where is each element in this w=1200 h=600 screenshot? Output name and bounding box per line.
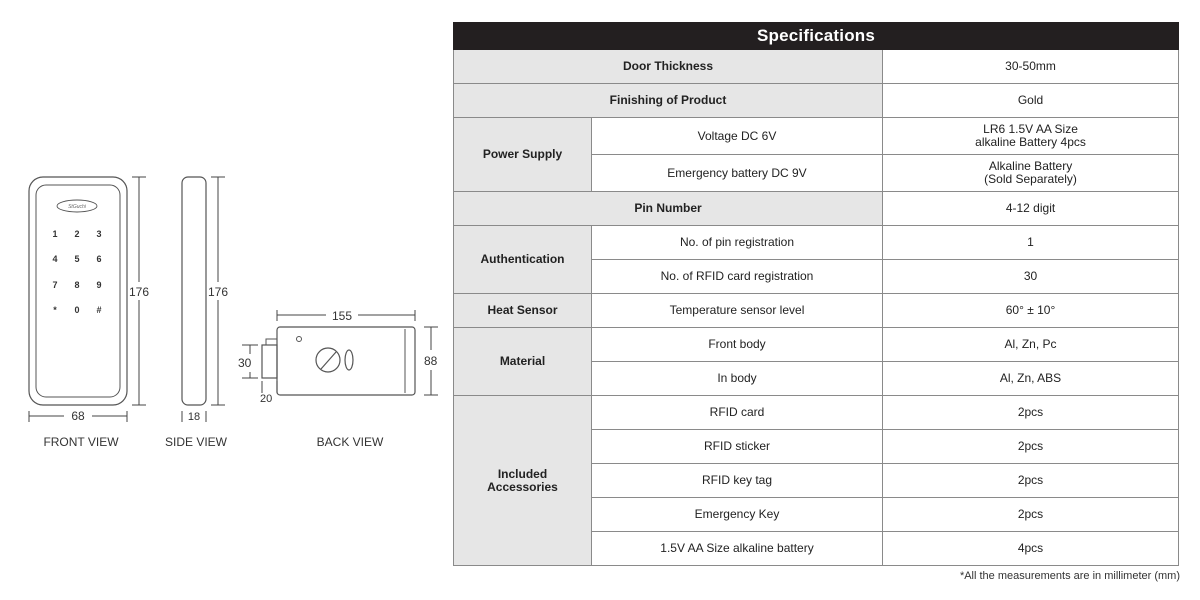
measurement-footnote: *All the measurements are in millimeter (mm) xyxy=(959,570,1180,582)
door-thickness-value: 30-50mm xyxy=(883,50,1179,84)
keypad-key: 2 xyxy=(74,229,80,239)
front-height-label: 176 xyxy=(129,285,150,299)
emergency-battery-value xyxy=(883,155,1179,192)
front-view-label: FRONT VIEW xyxy=(43,435,119,449)
in-body-label: In body xyxy=(592,362,883,396)
emergency-battery-label: Emergency battery DC 9V xyxy=(592,155,883,192)
keypad xyxy=(52,229,101,315)
pin-number-value: 4-12 digit xyxy=(883,192,1179,226)
table-row xyxy=(454,50,1179,84)
front-body-value: Al, Zn, Pc xyxy=(883,328,1179,362)
pin-number-label: Pin Number xyxy=(454,192,883,226)
front-body-outline xyxy=(29,177,127,405)
accessory-name: Emergency Key xyxy=(592,498,883,532)
power-supply-label: Power Supply xyxy=(454,118,592,192)
specifications-table xyxy=(453,22,1179,566)
keypad-key: 9 xyxy=(96,280,102,290)
accessory-name: RFID key tag xyxy=(592,464,883,498)
temperature-level-label: Temperature sensor level xyxy=(592,294,883,328)
pin-registration-value: 1 xyxy=(883,226,1179,260)
side-height-label: 176 xyxy=(208,285,229,299)
temperature-level-value: 60° ± 10° xyxy=(883,294,1179,328)
accessory-qty: 2pcs xyxy=(883,464,1179,498)
table-row xyxy=(454,328,1179,362)
back-height-label: 88 xyxy=(424,354,438,368)
authentication-label: Authentication xyxy=(454,226,592,294)
door-thickness-label: Door Thickness xyxy=(454,50,883,84)
keypad-key: 7 xyxy=(52,280,58,290)
bolt-depth-label: 20 xyxy=(260,393,273,405)
front-body-label: Front body xyxy=(592,328,883,362)
voltage-label: Voltage DC 6V xyxy=(592,118,883,155)
back-width-label: 155 xyxy=(331,309,353,323)
emergency-value-line1: Alkaline Battery xyxy=(988,159,1073,174)
finishing-label: Finishing of Product xyxy=(454,84,883,118)
thumb-turn-slot xyxy=(321,352,336,369)
latch-tab xyxy=(266,339,277,345)
accessories-label xyxy=(454,396,592,566)
back-view-label: BACK VIEW xyxy=(316,435,384,449)
in-body-value: Al, Zn, ABS xyxy=(883,362,1179,396)
rfid-registration-value: 30 xyxy=(883,260,1179,294)
voltage-value-line1: LR6 1.5V AA Size xyxy=(983,122,1078,137)
side-view-label: SIDE VIEW xyxy=(164,435,228,449)
heat-sensor-label: Heat Sensor xyxy=(454,294,592,328)
accessory-qty: 2pcs xyxy=(883,498,1179,532)
side-view-body xyxy=(182,177,206,405)
table-row xyxy=(454,396,1179,430)
finishing-value: Gold xyxy=(883,84,1179,118)
keypad-key: 8 xyxy=(74,280,80,290)
latch-bolt xyxy=(262,345,277,378)
keypad-key: 5 xyxy=(74,254,80,264)
product-drawings xyxy=(0,0,450,600)
bolt-height-label: 30 xyxy=(238,356,252,370)
table-row xyxy=(454,226,1179,260)
table-title: Specifications xyxy=(454,23,1179,50)
table-title-row xyxy=(454,23,1179,50)
thumb-turn xyxy=(316,348,340,372)
table-row xyxy=(454,294,1179,328)
front-panel-outline xyxy=(36,185,120,397)
side-depth-label: 18 xyxy=(187,411,201,423)
accessory-qty: 2pcs xyxy=(883,396,1179,430)
voltage-value-line2: alkaline Battery 4pcs xyxy=(975,135,1086,149)
voltage-value xyxy=(883,118,1179,155)
accessory-name: RFID sticker xyxy=(592,430,883,464)
keypad-key: 3 xyxy=(96,229,102,239)
accessory-name: 1.5V AA Size alkaline battery xyxy=(592,532,883,566)
pin-registration-label: No. of pin registration xyxy=(592,226,883,260)
bolt-depth-dimension xyxy=(262,381,277,393)
front-width-label: 68 xyxy=(71,409,85,423)
brand-logo-text: StGuchi xyxy=(68,204,86,210)
table-row xyxy=(454,118,1179,155)
rfid-registration-label: No. of RFID card registration xyxy=(592,260,883,294)
keypad-key: 0 xyxy=(74,305,80,315)
material-label: Material xyxy=(454,328,592,396)
accessory-qty: 4pcs xyxy=(883,532,1179,566)
keypad-key: # xyxy=(96,305,102,315)
screw-hole xyxy=(297,337,302,342)
keypad-key: 6 xyxy=(96,254,102,264)
keypad-key: 1 xyxy=(52,229,58,239)
back-view xyxy=(262,327,415,395)
accessory-qty: 2pcs xyxy=(883,430,1179,464)
accessories-label-line2: Accessories xyxy=(487,479,558,494)
table-row xyxy=(454,192,1179,226)
cylinder xyxy=(345,350,353,370)
emergency-value-line2: (Sold Separately) xyxy=(984,172,1077,186)
keypad-key: 4 xyxy=(52,254,58,264)
front-view xyxy=(29,177,127,405)
accessory-name: RFID card xyxy=(592,396,883,430)
accessories-label-line1: Included xyxy=(497,466,548,481)
table-row xyxy=(454,84,1179,118)
keypad-key: * xyxy=(53,305,57,315)
